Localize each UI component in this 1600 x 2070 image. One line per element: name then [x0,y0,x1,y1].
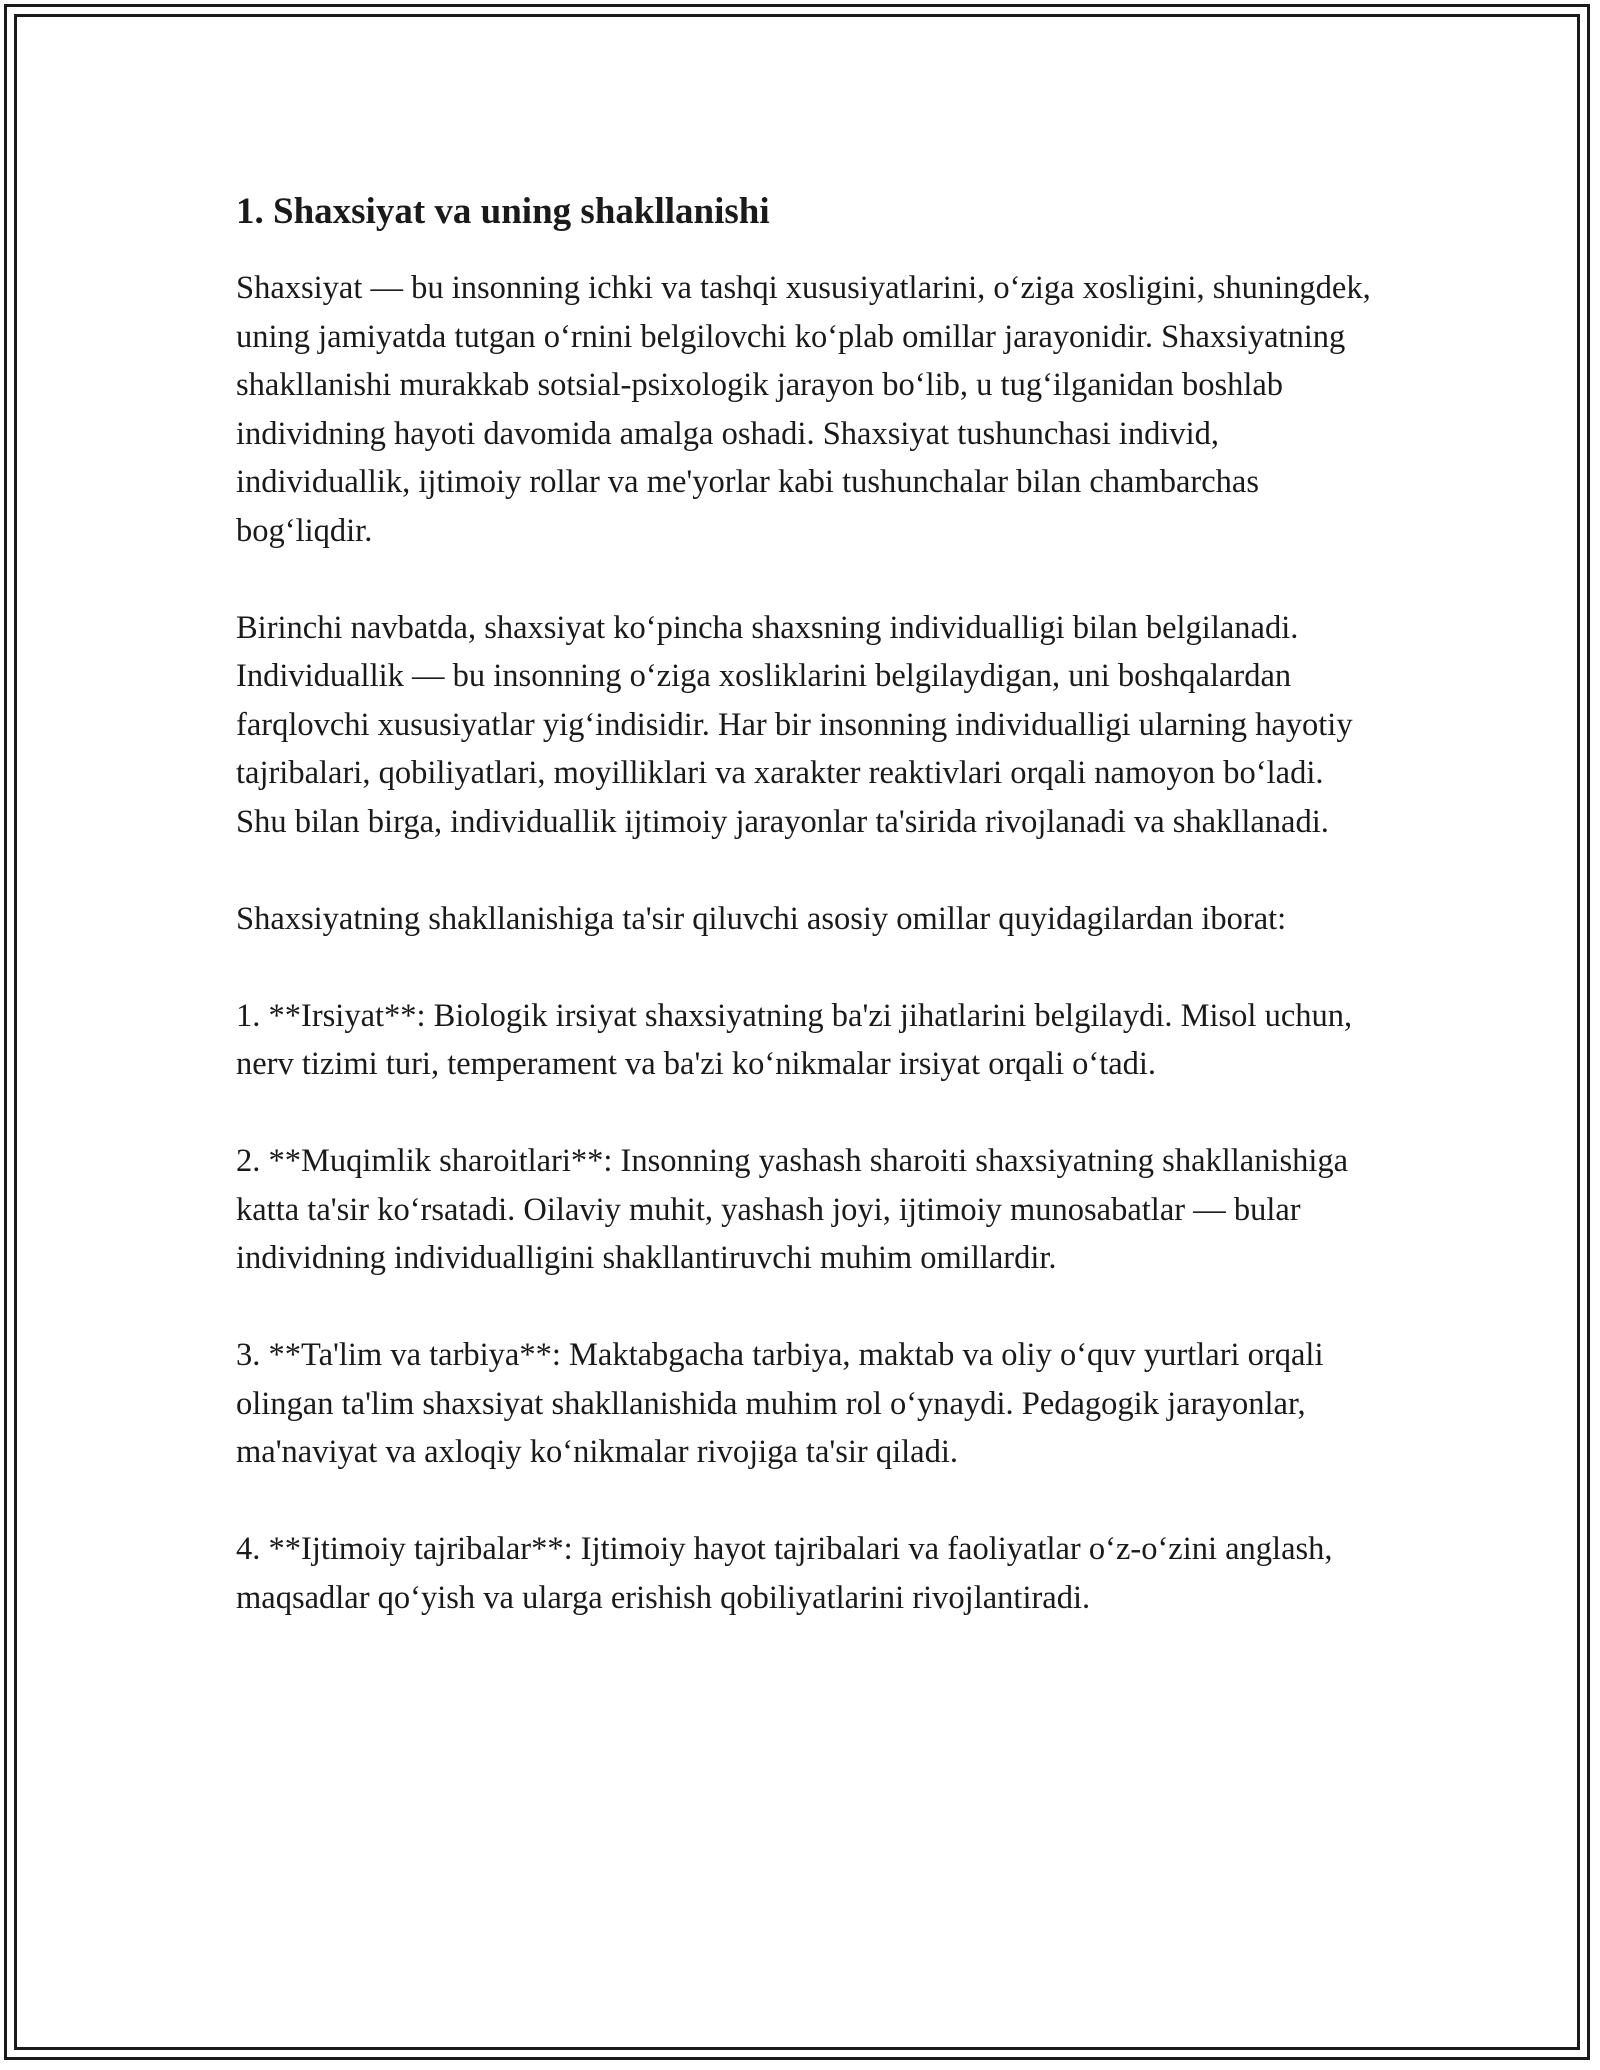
section-heading: 1. Shaxsiyat va uning shakllanishi [236,191,770,232]
document-body [236,186,1376,1671]
paragraph-individuality: Birinchi navbatda, shaxsiyat ko‘pincha shaxsning individualligi bilan belgilanadi. Individuallik — bu insonning o‘ziga xosliklarini belgilaydigan, uni boshqalardan farqlovchi xususiyatlar yig‘indisidir. Har bir insonning individualligi ularning hayotiy tajribalari, qobiliyatlari, moyilliklari va xarakter reaktivlari orqali namoyon bo‘ladi. Shu bilan birga, individuallik ijtimoiy jarayonlar ta'sirida rivojlanadi va shakllanadi. [236,609,1353,840]
list-item-education: 3. **Ta'lim va tarbiya**: Maktabgacha tarbiya, maktab va oliy o‘quv yurtlari orqali olingan ta'lim shaxsiyat shakllanishida muhim rol o‘ynaydi. Pedagogik jarayonlar, ma'naviyat va axloqiy ko‘nikmalar rivojiga ta'sir qiladi. [236,1337,1324,1470]
list-item-heredity: 1. **Irsiyat**: Biologik irsiyat shaxsiyatning ba'zi jihatlarini belgilaydi. Misol uchun, nerv tizimi turi, temperament va ba'zi ko‘nikmalar irsiyat orqali o‘tadi. [236,997,1353,1082]
list-item-social-experience: 4. **Ijtimoiy tajribalar**: Ijtimoiy hayot tajribalari va faoliyatlar o‘z-o‘zini anglash, maqsadlar qo‘yish va ularga erishish qobiliyatlarini rivojlantiradi. [236,1531,1333,1616]
paragraph-intro: Shaxsiyat — bu insonning ichki va tashqi xususiyatlarini, o‘ziga xosligini, shuningdek, uning jamiyatda tutgan o‘rnini belgilovchi ko‘plab omillar jarayonidir. Shaxsiyatning shakllanishi murakkab sotsial-psixologik jarayon bo‘lib, u tug‘ilganidan boshlab individning hayoti davomida amalga oshadi. Shaxsiyat tushunchasi individ, individuallik, ijtimoiy rollar va me'yorlar kabi tushunchalar bilan chambarchas bog‘liqdir. [236,270,1371,549]
paragraph-factors-intro: Shaxsiyatning shakllanishiga ta'sir qiluvchi asosiy omillar quyidagilardan iborat: [236,900,1287,937]
list-item-living-conditions: 2. **Muqimlik sharoitlari**: Insonning yashash sharoiti shaxsiyatning shakllanishiga katta ta'sir ko‘rsatadi. Oilaviy muhit, yashash joyi, ijtimoiy munosabatlar — bular individning individualligini shakllantiruvchi muhim omillardir. [236,1143,1349,1276]
